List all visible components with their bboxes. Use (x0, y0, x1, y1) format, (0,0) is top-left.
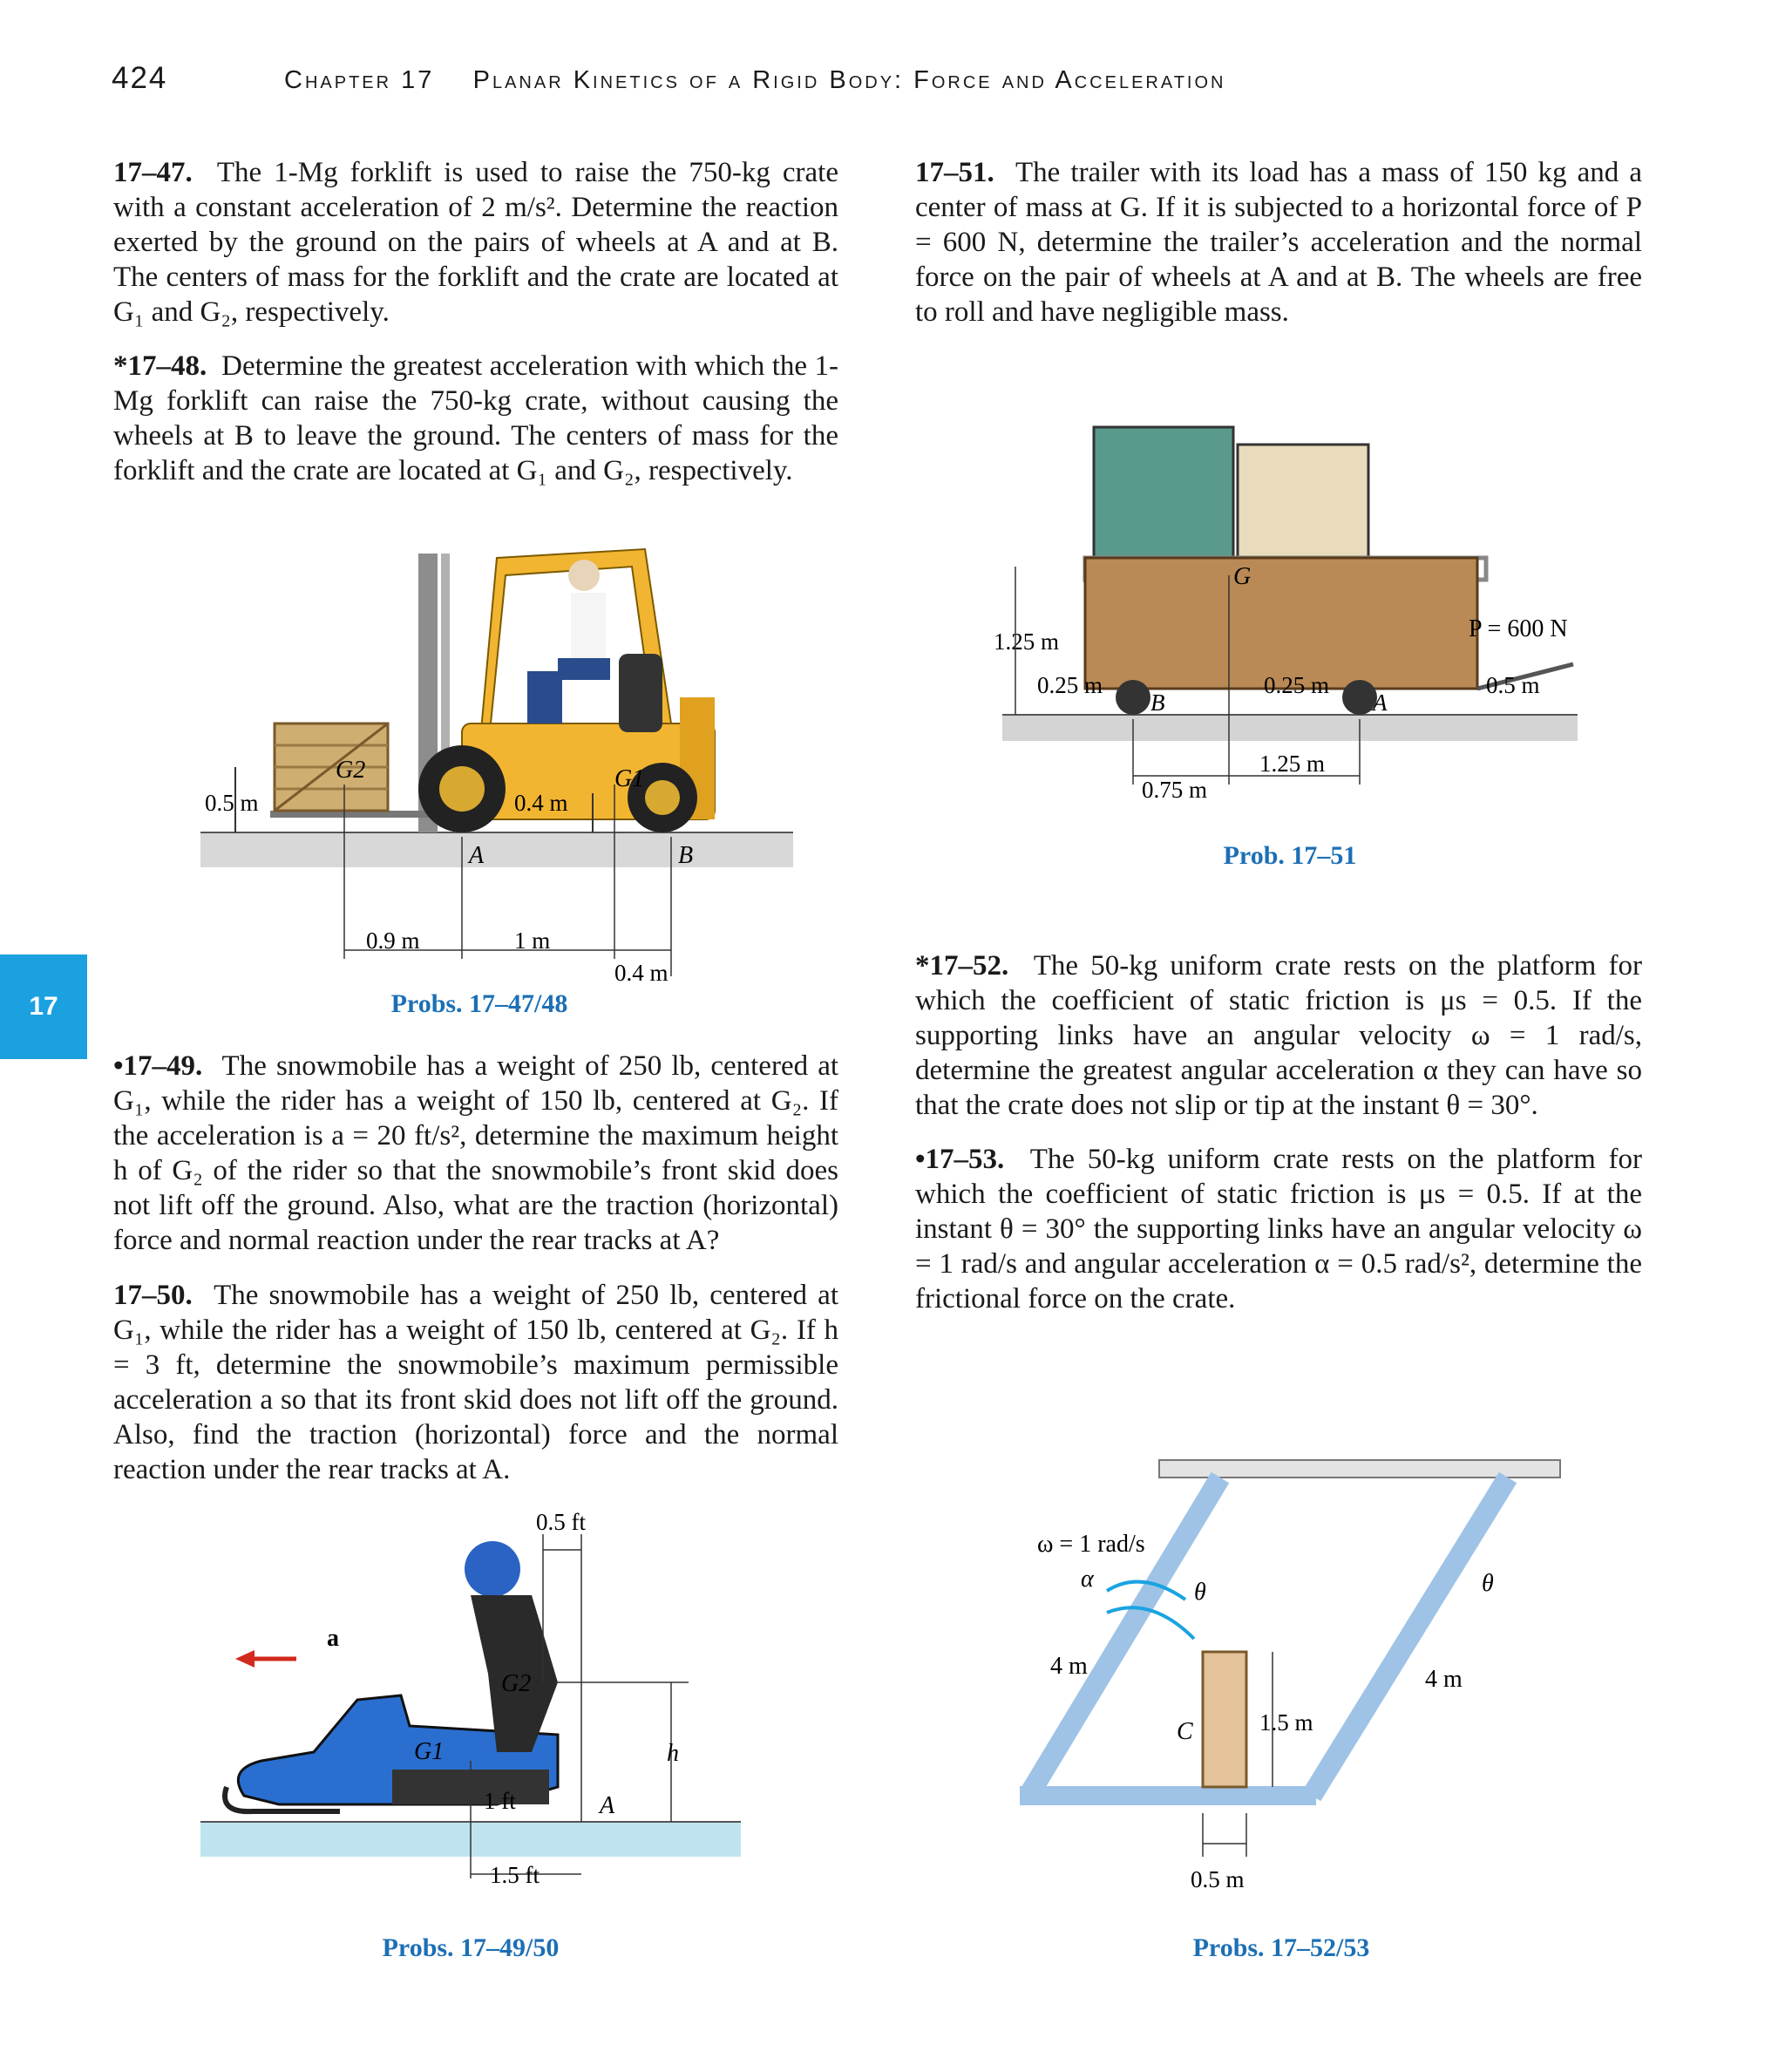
dim-1-5ft: 1.5 ft (490, 1862, 540, 1888)
trailer-figure (976, 410, 1604, 828)
problem-text: The trailer with its load has a mass of 150 kg and a center of mass at G. If it is subjected to a horizontal force of P = 600 N, determine the trailer’s acceleration and the normal force on the pair of wheels at A and at B. The wheels are free to roll and have negligible mass. (915, 157, 1643, 328)
label-p: P = 600 N (1469, 615, 1568, 642)
dim-1-25m: 1.25 m (994, 628, 1060, 655)
problem-number: •17–49. (113, 1050, 203, 1082)
caption-snowmobile: Probs. 17–49/50 (382, 1933, 560, 1962)
label-b: B (1150, 690, 1165, 716)
label-accel: a (327, 1625, 339, 1652)
caption-trailer: Prob. 17–51 (1223, 841, 1357, 870)
label-a: A (600, 1792, 615, 1819)
link-right (1312, 1478, 1508, 1796)
dim-0-5m: 0.5 m (205, 790, 259, 816)
problem-number: 17–50. (113, 1280, 193, 1311)
label-link-1: 4 m (1050, 1653, 1088, 1680)
chapter-label: Chapter 17 (284, 66, 435, 94)
dim-0-25m-b: 0.25 m (1037, 672, 1103, 698)
problem-number: 17–51. (915, 157, 994, 188)
problem-17-49 (113, 1049, 838, 1258)
problem-17-52 (915, 948, 1642, 1123)
chapter-tab: 17 (0, 954, 87, 1059)
problem-17-48 (113, 349, 838, 488)
problem-text: The 50-kg uniform crate rests on the platform for which the coefficient of static friction is μs = 0.5. If at the instant θ = 30° the supporting links have an angular velocity ω = 1 rad/s and angular acceleration α = 0.5 rad/s², determine the frictional force on the crate. (915, 1144, 1643, 1315)
crate-icon (275, 724, 388, 811)
problem-number: 17–47. (113, 157, 193, 188)
label-c: C (1177, 1718, 1193, 1745)
label-alpha: α (1081, 1566, 1094, 1593)
dim-0-4m-b: 0.4 m (614, 960, 669, 986)
caption-platform: Probs. 17–52/53 (1192, 1933, 1370, 1962)
page-header (0, 61, 1785, 105)
trailer-box (1085, 558, 1477, 689)
chapter-name: Planar Kinetics of a Rigid Body: Force and Acceleration (472, 66, 1226, 94)
label-theta-1: θ (1194, 1579, 1206, 1606)
problem-text: The snowmobile has a weight of 250 lb, centered at G₁, while the rider has a weight of 150 lb, centered at G₂. If the acceleration is a = 20 ft/s², determine the maximum height h of G₂ of the rider so that the snowmobile’s front skid does not lift off the ground. Also, what are the traction (horizontal) force and normal reaction under the rear tracks at A? (113, 1050, 839, 1256)
label-link-2: 4 m (1425, 1666, 1463, 1693)
problem-text: The 50-kg uniform crate rests on the platform for which the coefficient of static friction is μs = 0.5. If the supporting links have an angular velocity ω = 1 rad/s, determine the greatest angular acceleration α they can have so that the crate does not slip or tip at the instant θ = 30°. (915, 950, 1643, 1121)
dim-0-5m: 0.5 m (1191, 1866, 1245, 1892)
dim-1-25m-b: 1.25 m (1259, 751, 1326, 777)
label-theta-2: θ (1482, 1570, 1494, 1597)
label-g1: G1 (414, 1738, 445, 1765)
label-g2: G2 (336, 757, 366, 784)
problem-number: •17–53. (915, 1144, 1005, 1175)
dim-0-5m: 0.5 m (1486, 672, 1540, 698)
cabinet-icon (1094, 427, 1233, 575)
wheel-a (1342, 680, 1377, 715)
problem-number: *17–48. (113, 350, 207, 382)
acceleration-arrow-icon (235, 1650, 255, 1668)
platform-figure (1011, 1456, 1586, 1892)
dim-0-75m: 0.75 m (1142, 777, 1208, 803)
dim-1ft: 1 ft (484, 1788, 516, 1814)
wheel-b (1116, 680, 1150, 715)
caption-forklift: Probs. 17–47/48 (390, 989, 568, 1018)
dim-0-5ft: 0.5 ft (536, 1509, 586, 1535)
snowmobile-figure (192, 1499, 750, 1900)
ground (1002, 715, 1578, 741)
problem-17-53 (915, 1142, 1642, 1316)
label-a: A (469, 842, 485, 869)
crate-icon (1203, 1652, 1246, 1787)
label-g2: G2 (501, 1670, 532, 1697)
label-g1: G1 (614, 765, 645, 792)
page-number: 424 (112, 61, 168, 95)
forklift-figure (131, 523, 854, 1011)
problem-17-50 (113, 1278, 838, 1487)
label-g: G (1233, 563, 1252, 590)
label-a: A (1373, 690, 1388, 716)
problem-text: The snowmobile has a weight of 250 lb, centered at G₁, while the rider has a weight of 150 lb, centered at G₂. If h = 3 ft, determine the snowmobile’s maximum permissible acceleration a so that its front skid does not lift off the ground. Also, find the traction (horizontal) force and the normal reaction under the rear tracks at A. (113, 1280, 838, 1485)
dim-1-5m: 1.5 m (1259, 1709, 1313, 1736)
dim-0-4m: 0.4 m (514, 790, 568, 816)
operator-head (568, 560, 600, 591)
label-h: h (667, 1740, 679, 1767)
problem-17-47 (113, 155, 838, 329)
problem-17-51 (915, 155, 1642, 329)
problem-text: Determine the greatest acceleration with which the 1-Mg forklift can raise the 750-kg crate, without causing the wheels at B to leave the ground. The centers of mass for the forklift and the crate are located at G₁ and G₂, respectively. (113, 350, 838, 486)
problem-text: The 1-Mg forklift is used to raise the 750-kg crate with a constant acceleration of 2 m/s². Determine the reaction exerted by the ground on the pairs of wheels at A and at B. The centers of mass for the forklift and the crate are located at G₁ and G₂, respectively. (113, 157, 838, 328)
label-omega: ω = 1 rad/s (1037, 1531, 1145, 1558)
rider-helmet-icon (465, 1541, 520, 1597)
ground (200, 832, 793, 867)
problem-number: *17–52. (915, 950, 1009, 982)
label-b: B (678, 842, 694, 869)
dim-0-9m: 0.9 m (366, 927, 420, 954)
dim-0-25m-a: 0.25 m (1264, 672, 1330, 698)
chapter-title (284, 66, 1226, 95)
dim-1m: 1 m (514, 927, 551, 954)
